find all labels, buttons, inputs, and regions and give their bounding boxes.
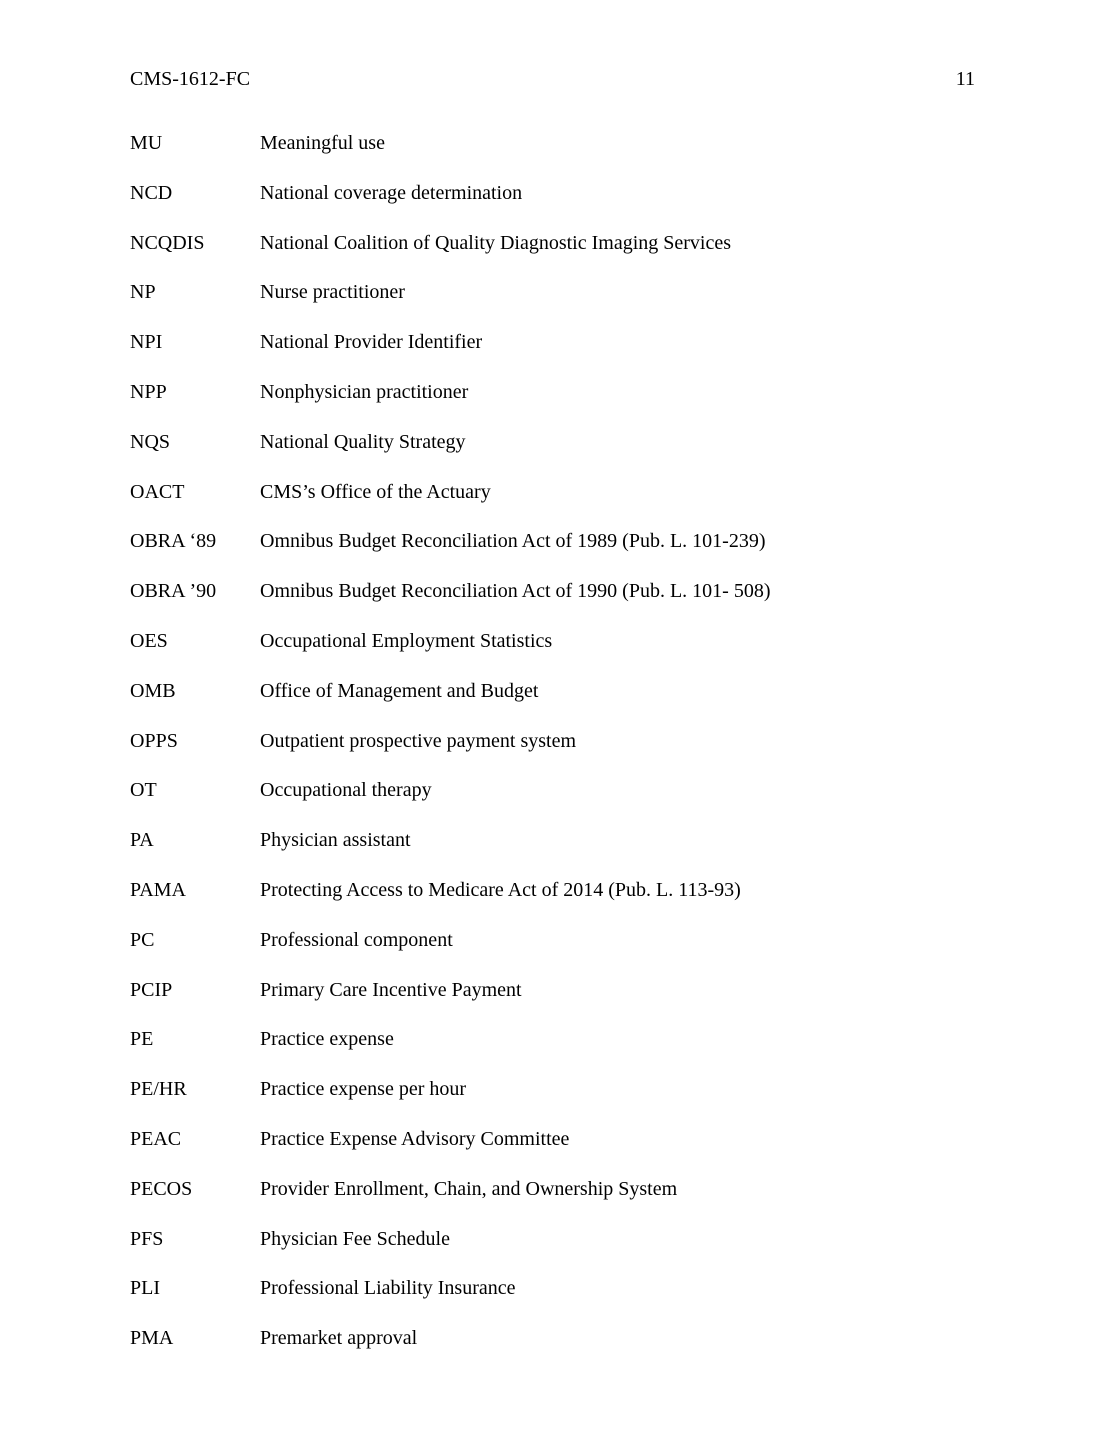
acronym-row (130, 827, 975, 877)
acronym-term: NPI (130, 331, 163, 354)
acronym-row (130, 1325, 975, 1375)
acronym-definition: Occupational Employment Statistics (260, 629, 553, 652)
acronym-row (130, 279, 975, 329)
acronym-definition: Provider Enrollment, Chain, and Ownership System (260, 1177, 678, 1200)
acronym-definition: Practice Expense Advisory Committee (260, 1127, 570, 1150)
acronym-row (130, 728, 975, 778)
acronym-definition: Professional component (260, 928, 453, 951)
acronym-row (130, 528, 975, 578)
page-number: 11 (955, 68, 975, 90)
document-id: CMS-1612-FC (130, 68, 251, 90)
acronym-row (130, 678, 975, 728)
acronym-definition: Primary Care Incentive Payment (260, 978, 522, 1001)
acronym-term: PCIP (130, 978, 173, 1001)
acronym-term: NQS (130, 430, 171, 453)
acronym-term: NP (130, 281, 156, 304)
acronym-term: OT (130, 779, 157, 802)
acronym-row (130, 1275, 975, 1325)
acronym-definition: Omnibus Budget Reconciliation Act of 1989 (Pub. L. 101-239) (260, 530, 766, 553)
acronym-row (130, 1226, 975, 1276)
acronym-term: MU (130, 132, 163, 154)
acronym-row (130, 230, 975, 280)
acronym-definition: National Provider Identifier (260, 331, 483, 354)
acronym-definition: Physician Fee Schedule (260, 1227, 450, 1250)
acronym-row (130, 130, 975, 180)
acronym-term: NCQDIS (130, 231, 205, 254)
acronym-definition: National coverage determination (260, 181, 523, 204)
acronym-definition: Protecting Access to Medicare Act of 2014 (Pub. L. 113-93) (260, 878, 741, 901)
acronym-definition: National Coalition of Quality Diagnostic Imaging Services (260, 231, 732, 254)
acronym-definition: National Quality Strategy (260, 430, 466, 453)
acronym-row (130, 1176, 975, 1226)
acronym-term: OBRA ’90 (130, 580, 217, 603)
acronym-row (130, 977, 975, 1027)
acronym-definition: Nonphysician practitioner (260, 380, 469, 403)
acronym-row (130, 927, 975, 977)
acronym-row (130, 429, 975, 479)
acronym-term: OMB (130, 679, 176, 702)
acronym-definition: Meaningful use (260, 132, 385, 154)
acronym-row (130, 777, 975, 827)
acronym-row (130, 877, 975, 927)
page-header (130, 66, 975, 92)
acronym-list (130, 130, 975, 1375)
acronym-definition: Premarket approval (260, 1327, 418, 1350)
acronym-term: PEAC (130, 1127, 182, 1150)
acronym-term: NPP (130, 380, 167, 403)
acronym-term: PECOS (130, 1177, 193, 1200)
acronym-definition: Practice expense per hour (260, 1078, 467, 1101)
acronym-row (130, 628, 975, 678)
acronym-definition: Nurse practitioner (260, 281, 405, 304)
acronym-term: PE/HR (130, 1078, 187, 1101)
acronym-definition: Professional Liability Insurance (260, 1277, 516, 1300)
acronym-term: PLI (130, 1277, 160, 1300)
acronym-term: PE (130, 1028, 154, 1051)
acronym-definition: Outpatient prospective payment system (260, 729, 577, 752)
acronym-term: NCD (130, 181, 173, 204)
acronym-row (130, 329, 975, 379)
acronym-term: PC (130, 928, 155, 951)
acronym-term: PFS (130, 1227, 164, 1250)
acronym-term: OES (130, 629, 168, 652)
acronym-row (130, 1026, 975, 1076)
acronym-definition: Omnibus Budget Reconciliation Act of 1990 (Pub. L. 101- 508) (260, 580, 771, 603)
acronym-row (130, 180, 975, 230)
acronym-term: PAMA (130, 878, 186, 901)
acronym-row (130, 578, 975, 628)
acronym-definition: Office of Management and Budget (260, 679, 539, 702)
acronym-term: PMA (130, 1327, 174, 1350)
acronym-row (130, 1076, 975, 1126)
acronym-definition: Practice expense (260, 1028, 394, 1051)
acronym-term: PA (130, 829, 154, 852)
acronym-definition: Physician assistant (260, 829, 411, 852)
acronym-row (130, 1126, 975, 1176)
acronym-term: OACT (130, 480, 185, 503)
acronym-definition: CMS’s Office of the Actuary (260, 480, 491, 503)
acronym-row (130, 379, 975, 429)
acronym-definition: Occupational therapy (260, 779, 432, 802)
acronym-row (130, 479, 975, 529)
acronym-term: OBRA ‘89 (130, 530, 217, 553)
acronym-term: OPPS (130, 729, 178, 752)
